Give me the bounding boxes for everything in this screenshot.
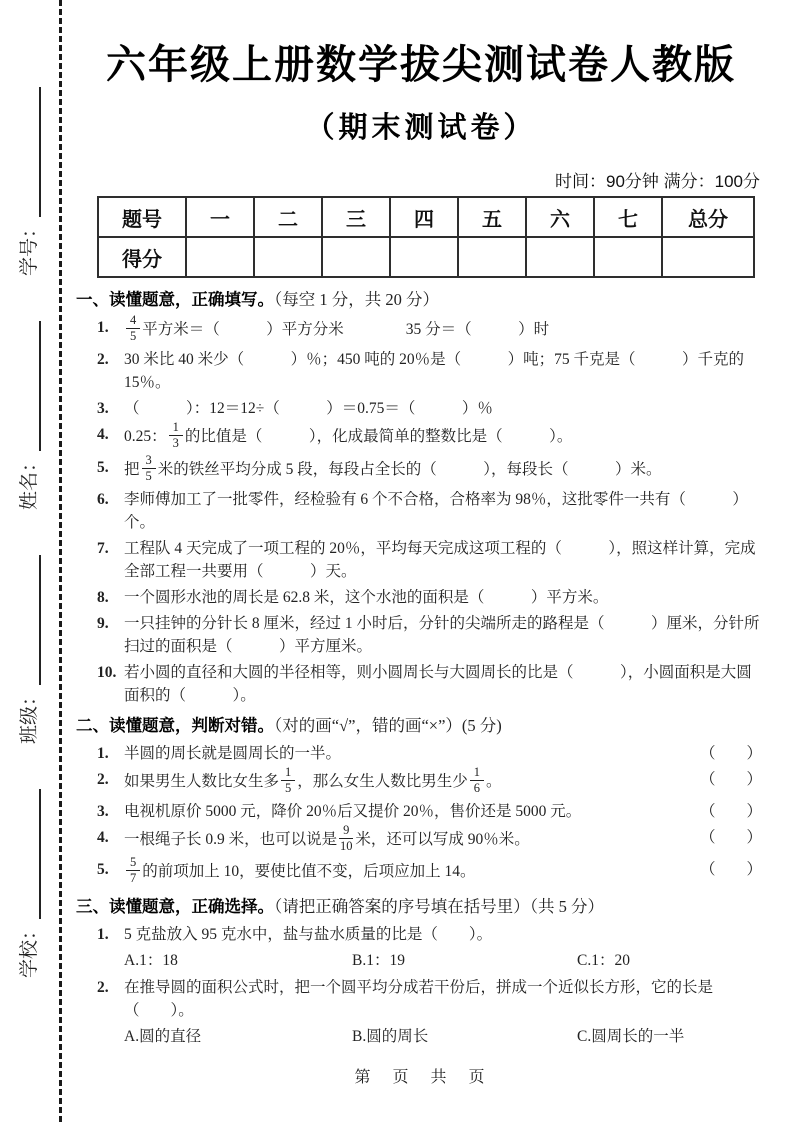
question-row [76, 976, 766, 1022]
section-heading: 三、读懂题意，正确选择。 [76, 897, 274, 916]
score-table-header-row [98, 197, 754, 237]
question-number: 8. [97, 588, 109, 606]
score-table-header-cell: 一 [186, 197, 254, 237]
question-text-part: 如果男生人数比女生多 [124, 772, 280, 790]
student-info-label: 姓名： [19, 453, 40, 511]
section [76, 714, 766, 888]
student-info-blank-line [36, 87, 41, 217]
question-number: 1. [97, 744, 109, 762]
question-text [124, 586, 766, 609]
score-table-header-cell: 题号 [98, 197, 186, 237]
question-row [76, 348, 766, 394]
fraction-numerator: 1 [169, 421, 183, 436]
student-info-item [14, 789, 41, 978]
time-limit-info: 时间：90分钟 满分：100分 [555, 172, 760, 191]
question-text-part: 把 [124, 460, 140, 478]
fraction [169, 421, 183, 450]
question-number: 5. [97, 458, 109, 476]
choice-option: B.圆的周长 [352, 1027, 429, 1045]
question-text-part: 。 [486, 772, 502, 790]
student-info-blank-line [36, 555, 41, 685]
question-text-part: 半圆的周长就是圆周长的一半。 [124, 744, 342, 762]
student-info-item [14, 87, 41, 276]
question-number: 6. [97, 490, 109, 508]
section [76, 288, 766, 707]
fraction-numerator: 5 [126, 856, 140, 871]
question-number: 4. [97, 829, 109, 846]
question-text [124, 488, 766, 534]
score-row-label: 得分 [98, 237, 186, 277]
section [76, 895, 766, 1048]
section-header [76, 288, 766, 312]
question-text-part: 的前项加上 10，要使比值不变，后项应加上 14。 [142, 863, 476, 881]
question-text-part: 米，还可以写成 90％米。 [355, 831, 530, 849]
question-number: 4. [97, 426, 109, 444]
section-note: （对的画“√”，错的画“×”）(5 分) [274, 715, 502, 735]
answer-bracket: （ ） [699, 770, 762, 788]
question-text [124, 612, 766, 658]
question-text [124, 452, 766, 485]
question-row [76, 661, 766, 707]
question-row [76, 313, 766, 345]
score-cell [254, 237, 322, 277]
question-number: 3. [97, 400, 109, 418]
answer-bracket: （ ） [699, 861, 762, 879]
score-cell [526, 237, 594, 277]
question-text [124, 923, 766, 946]
score-cell [186, 237, 254, 277]
fraction [339, 824, 353, 853]
question-text-part: 若小圆的直径和大圆的半径相等，则小圆周长与大圆周长的比是（ ），小圆面积是大圆面积的（ ）。 [124, 663, 752, 704]
fraction-numerator: 3 [142, 454, 156, 469]
choice-option: A.圆的直径 [124, 1027, 202, 1045]
fraction [126, 856, 140, 885]
question-row [76, 855, 766, 887]
paper-title: 六年级上册数学拔尖测试卷人教版 [106, 43, 736, 87]
choice-option: C.1：20 [577, 951, 630, 969]
fraction-numerator: 4 [126, 314, 140, 329]
question-text-part: 米的铁丝平均分成 5 段，每段占全长的（ ），每段长（ ）米。 [157, 460, 662, 478]
question-row [76, 586, 766, 609]
question-number: 9. [97, 614, 109, 632]
question-row [76, 420, 766, 452]
fraction [281, 766, 295, 795]
student-info-label: 学校： [19, 920, 40, 978]
fold-dashed-line [59, 0, 62, 1122]
section-heading: 一、读懂题意，正确填写。 [76, 291, 274, 309]
question-text-part: 李师傅加工了一批零件，经检验有 6 个不合格，合格率为 98％，这批零件一共有（ ）个。 [124, 490, 748, 531]
fraction-numerator: 1 [281, 766, 295, 781]
student-info-blank-line [36, 321, 41, 451]
fraction-denominator: 5 [130, 329, 137, 344]
choice-option: A.1：18 [124, 951, 178, 969]
answer-bracket: （ ） [699, 829, 762, 846]
score-table-header-cell: 五 [458, 197, 526, 237]
fraction-denominator: 3 [172, 436, 179, 451]
question-row [76, 488, 766, 534]
fraction-denominator: 5 [145, 468, 152, 483]
choice-options [76, 1025, 766, 1048]
fraction-numerator: 9 [339, 824, 353, 839]
student-info-label: 学号： [19, 219, 40, 277]
question-row [76, 397, 766, 420]
question-number: 7. [97, 539, 109, 557]
student-info-label: 班级： [19, 687, 40, 745]
question-text-part: 一只挂钟的分针长 8 厘米，经过 1 小时后，分针的尖端所走的路程是（ ）厘米，分针所扫过的面积是（ ）平方厘米。 [124, 614, 760, 655]
fraction-denominator: 6 [473, 780, 481, 795]
score-table-header-cell: 总分 [662, 197, 754, 237]
question-number: 2. [97, 978, 109, 996]
question-row [76, 612, 766, 658]
section-header [76, 895, 766, 919]
question-number: 10. [97, 663, 117, 681]
question-text [124, 537, 766, 583]
question-text-part: 一个圆形水池的周长是 62.8 米，这个水池的面积是（ ）平方米。 [124, 588, 609, 606]
question-row [76, 764, 766, 797]
question-text-part: 电视机原价 5000 元，降价 20％后又提价 20％，售价还是 5000 元。 [124, 803, 582, 820]
fraction [126, 314, 140, 343]
question-text [124, 855, 690, 887]
question-number: 1. [97, 319, 109, 336]
question-row [76, 452, 766, 485]
score-table-header-cell: 四 [390, 197, 458, 237]
score-cell [322, 237, 390, 277]
paper-main [76, 0, 766, 1087]
question-text [124, 764, 690, 797]
fraction-numerator: 1 [470, 766, 484, 781]
question-text-part: 平方米＝（ ）平方分米 35 分＝（ ）时 [142, 321, 550, 339]
score-table-header-cell: 二 [254, 197, 322, 237]
choice-options [76, 949, 766, 972]
question-text [124, 976, 766, 1022]
question-number: 2. [97, 351, 109, 369]
score-table-header-cell: 七 [594, 197, 662, 237]
student-info-item [14, 555, 41, 744]
student-info-item [14, 321, 41, 510]
question-row [76, 742, 766, 765]
question-row [76, 923, 766, 946]
question-text-part: （ ）：12＝12÷（ ）＝0.75＝（ ）％ [124, 400, 493, 418]
question-text [124, 661, 766, 707]
page-footer: 第 页 共 页 [354, 1068, 488, 1086]
choice-option: C.圆周长的一半 [577, 1027, 685, 1045]
question-text [124, 313, 766, 345]
answer-bracket: （ ） [699, 744, 762, 762]
question-text-part: 5 克盐放入 95 克水中，盐与盐水质量的比是（ ）。 [124, 925, 493, 943]
question-number: 1. [97, 925, 109, 943]
paper-subtitle: （期末测试卷） [305, 112, 537, 144]
score-cell [458, 237, 526, 277]
score-cell [662, 237, 754, 277]
question-text [124, 742, 690, 765]
score-table-header-cell: 六 [526, 197, 594, 237]
question-number: 3. [97, 803, 109, 820]
question-text [124, 800, 690, 823]
section-note: （请把正确答案的序号填在括号里）（共 5 分） [274, 896, 604, 916]
question-row [76, 537, 766, 583]
section-header [76, 714, 766, 738]
question-row [76, 800, 766, 823]
question-row [76, 823, 766, 855]
score-table [97, 196, 755, 278]
student-info-sidebar [5, 83, 47, 988]
question-text-part: 一根绳子长 0.9 米，也可以说是 [124, 831, 338, 849]
fraction [142, 454, 156, 483]
question-text-part: 工程队 4 天完成了一项工程的 20％，平均每天完成这项工程的（ ），照这样计算，完成全部工程一共要用（ ）天。 [124, 539, 756, 580]
question-text [124, 420, 766, 452]
question-text-part: 30 米比 40 米少（ ）％；450 吨的 20％是（ ）吨；75 千克是（ ）千克的 15％。 [124, 351, 745, 392]
question-text-part: 0.25： [124, 428, 167, 446]
question-text [124, 348, 766, 394]
answer-bracket: （ ） [699, 803, 762, 820]
question-text [124, 397, 766, 420]
question-text [124, 823, 690, 855]
score-cell [390, 237, 458, 277]
question-text-part: 的比值是（ ），化成最简单的整数比是（ ）。 [184, 428, 573, 446]
student-info-blank-line [36, 789, 41, 919]
section-heading: 二、读懂题意，判断对错。 [76, 716, 274, 735]
question-number: 5. [97, 861, 109, 879]
choice-option: B.1：19 [352, 951, 405, 969]
section-note: （每空 1 分，共 20 分） [274, 290, 439, 309]
question-text-part: 在推导圆的面积公式时，把一个圆平均分成若干份后，拼成一个近似长方形，它的长是（ ）。 [124, 978, 714, 1019]
score-table-score-row [98, 237, 754, 277]
fraction-denominator: 5 [285, 780, 292, 795]
fraction [470, 766, 484, 795]
question-text-part: ，那么女生人数比男生少 [297, 772, 468, 790]
score-table-header-cell: 三 [322, 197, 390, 237]
question-sections [76, 288, 766, 1048]
fraction-denominator: 10 [340, 839, 353, 854]
fraction-denominator: 7 [130, 871, 137, 886]
score-cell [594, 237, 662, 277]
question-number: 2. [97, 770, 109, 788]
